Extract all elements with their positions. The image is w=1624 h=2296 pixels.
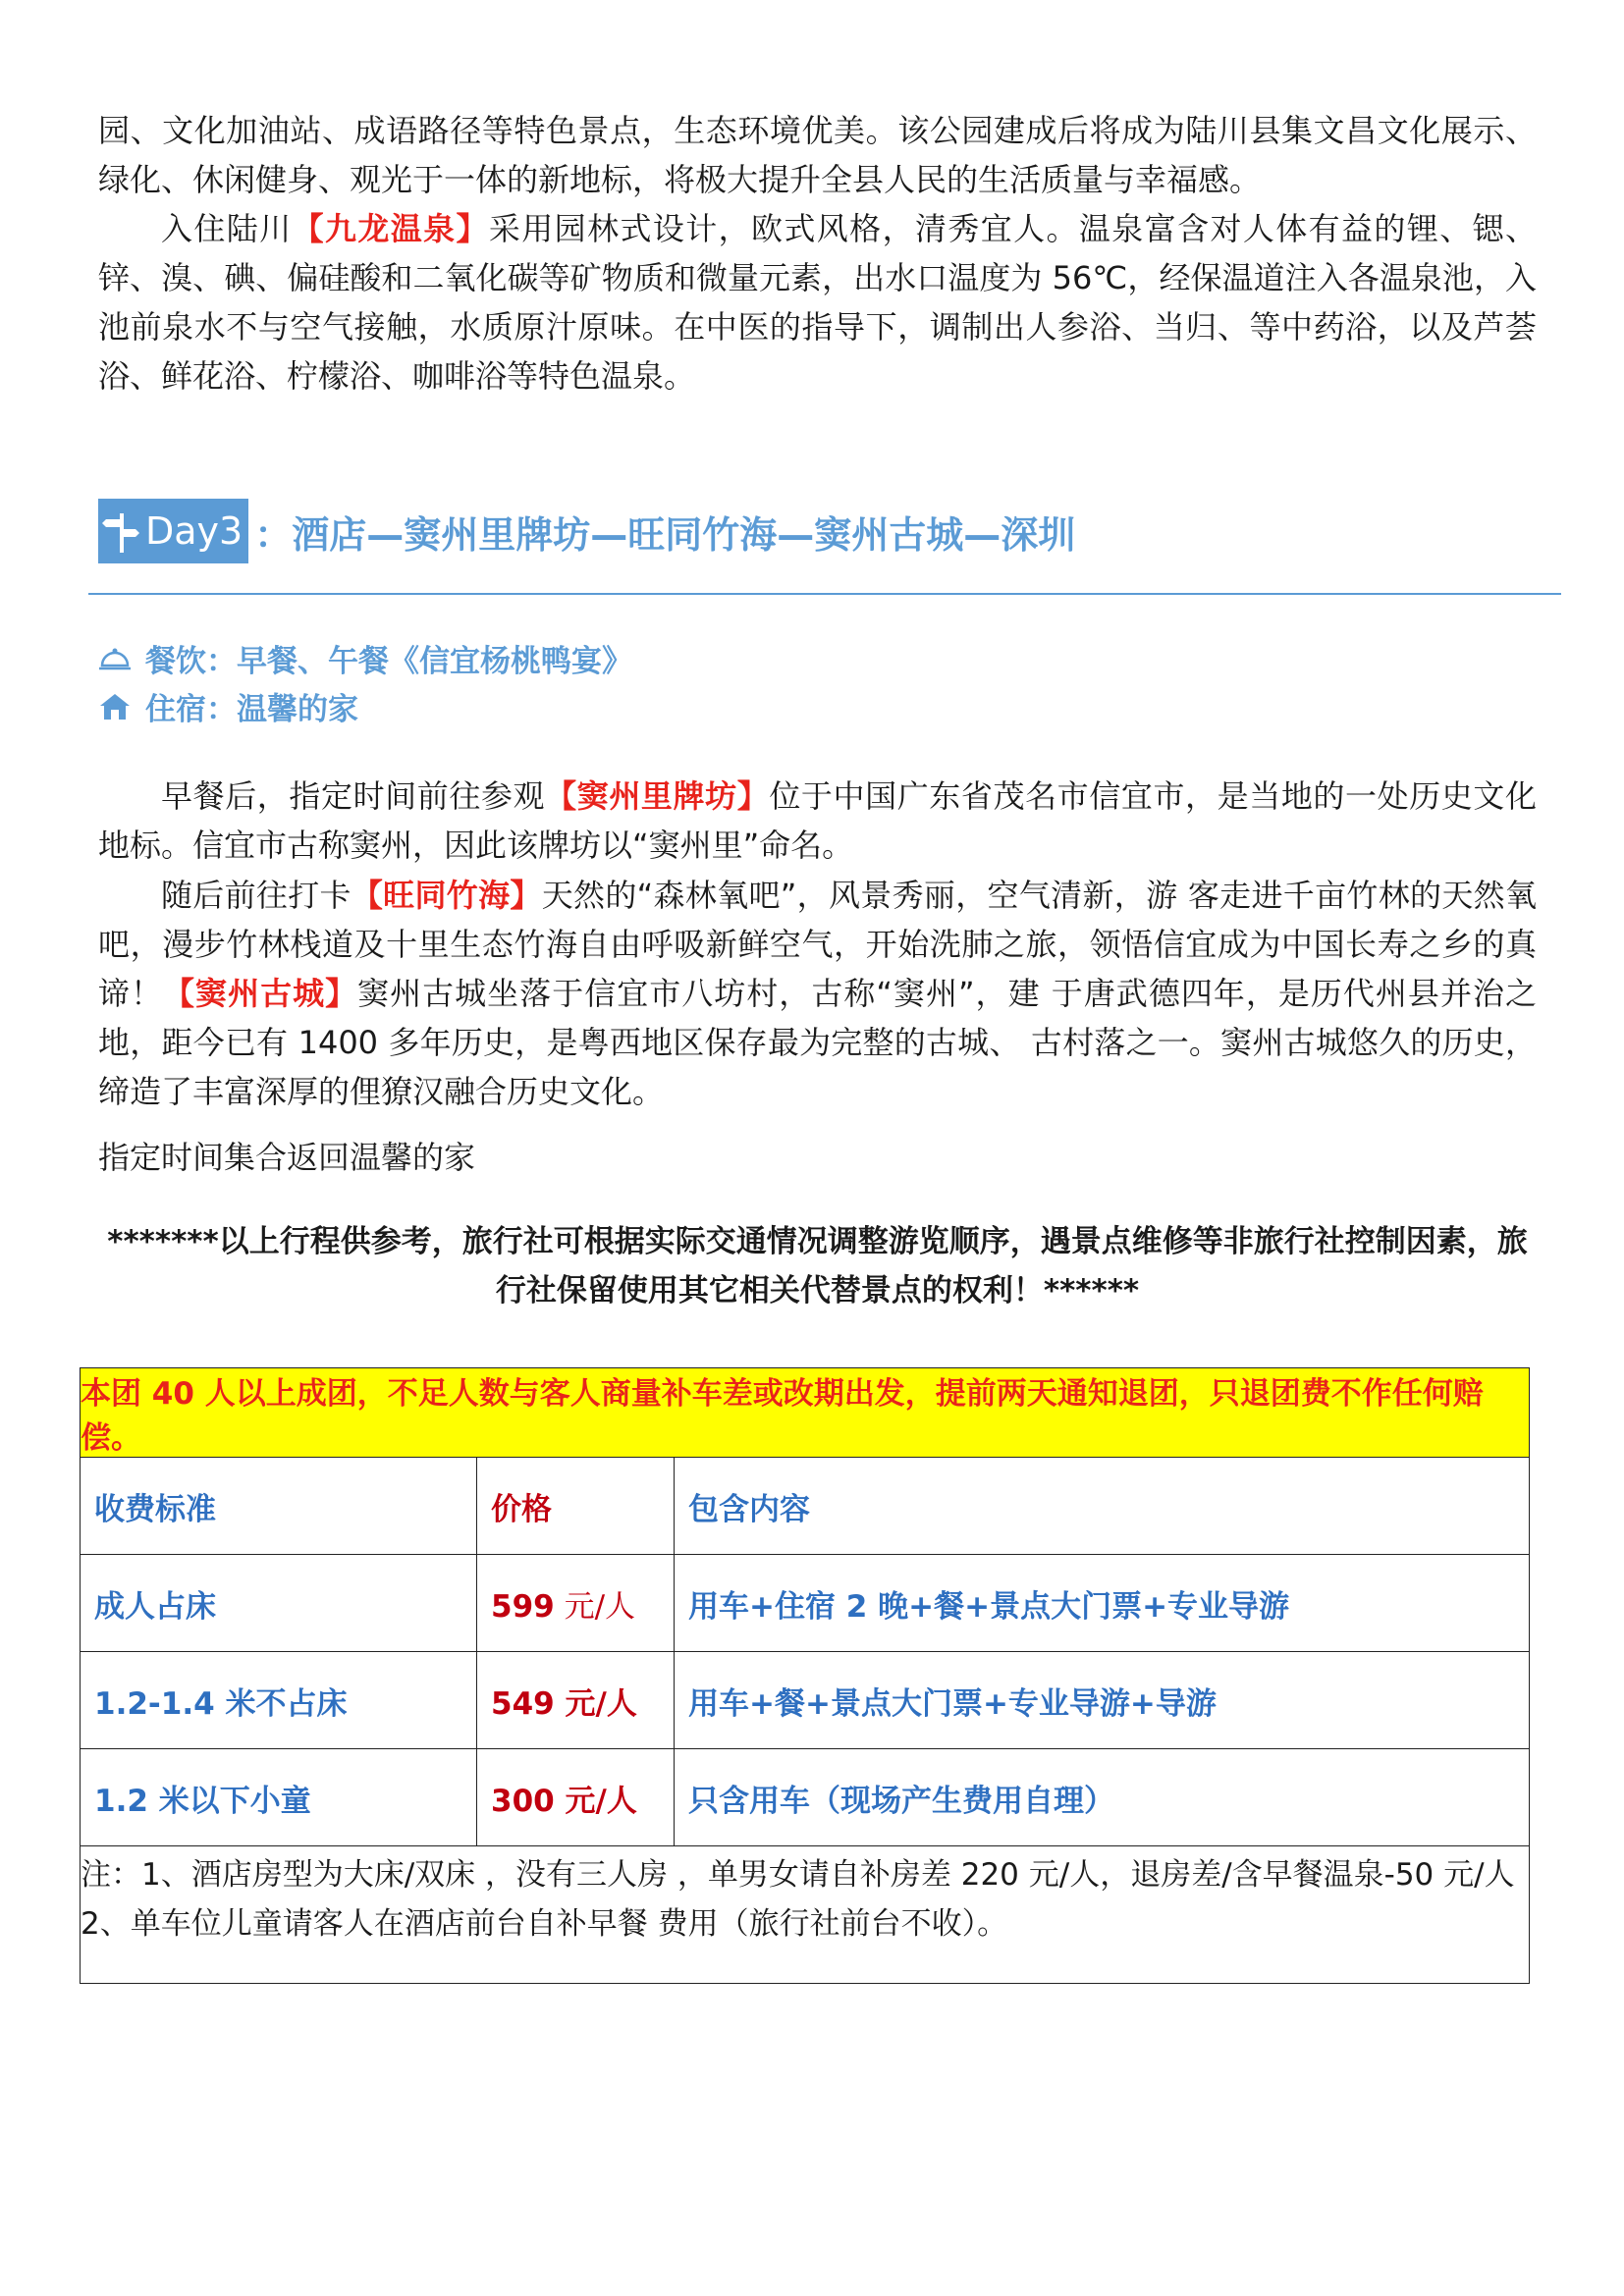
bamboo-highlight: 【旺同竹海】 <box>351 877 542 914</box>
body-paragraph-3: 指定时间集合返回温馨的家 <box>98 1139 476 1176</box>
day-route: ：酒店—窦州里牌坊—旺同竹海—窦州古城—深圳 <box>254 512 1076 557</box>
section-divider <box>88 593 1561 595</box>
day-header <box>98 499 1075 563</box>
archway-highlight: 【窦州里牌坊】 <box>545 777 770 815</box>
body-paragraph-2: 随后前往打卡【旺同竹海】天然的“森林氧吧”，风景秀丽，空气清新，游 客走进千亩竹林的天然氧吧，漫步竹林栈道及十里生态竹海自由呼吸新鲜空气，开始洗肺之旅，领悟信宜成为中国长寿之乡的真谛！【窦州古城】窦州古城坐落于信宜市八坊村，古称“窦州”，建 于唐武德四年，是历代州县并治之地，距今已有 1400 多年历史，是粤西地区保存最为完整的古城、 古村落之一。窦州古城悠久的历史，缔造了丰富深厚的俚獠汉融合历史文化。 <box>98 877 1537 1110</box>
house-icon <box>98 692 132 721</box>
table-header-row <box>81 1458 1530 1555</box>
price-table <box>80 1367 1530 1984</box>
dish-icon <box>98 644 132 673</box>
ancient-city-highlight: 【窦州古城】 <box>163 975 358 1012</box>
meals-line: 餐饮：早餐、午餐《信宜杨桃鸭宴》 <box>98 636 632 680</box>
table-row: 1.2-1.4 米不占床 549 元/人 用车+餐+景点大门票+专业导游+导游 <box>81 1652 1530 1749</box>
header-price: 价格 <box>477 1458 675 1555</box>
table-row: 成人占床 599 元/人 用车+住宿 2 晚+餐+景点大门票+专业导游 <box>81 1555 1530 1652</box>
hotspring-highlight: 【九龙温泉】 <box>292 210 489 247</box>
intro-paragraph-2: 入住陆川【九龙温泉】采用园林式设计，欧式风格，清秀宜人。温泉富含对人体有益的锂、锶、锌、溴、碘、偏硅酸和二氧化碳等矿物质和微量元素，出水口温度为 56℃，经保温道注入各温泉池，入池前泉水不与空气接触，水质原汁原味。在中医的指导下，调制出人参浴、当归、等中药浴，以及芦荟浴、鲜花浴、柠檬浴、咖啡浴等特色温泉。 <box>98 210 1537 395</box>
header-fee-standard: 收费标准 <box>81 1458 477 1555</box>
signpost-icon <box>102 509 141 553</box>
lodging-line: 住宿：温馨的家 <box>98 684 358 728</box>
note-2: 2、单车位儿童请客人在酒店前台自补早餐 费用（旅行社前台不收）。 <box>81 1906 1008 1942</box>
table-notes <box>81 1846 1530 1984</box>
note-1: 注：1、酒店房型为大床/双床 ，没有三人房 ，单男女请自补房差 220 元/人，退房差/含早餐温泉-50 元/人 <box>81 1857 1515 1893</box>
body-paragraph-1: 早餐后，指定时间前往参观【窦州里牌坊】位于中国广东省茂名市信宜市，是当地的一处历史文化地标。信宜市古称窦州，因此该牌坊以“窦州里”命名。 <box>98 777 1537 864</box>
group-size-warning: 本团 40 人以上成团，不足人数与客人商量补车差或改期出发，提前两天通知退团，只退团费不作任何赔偿。 <box>81 1368 1530 1458</box>
day-badge <box>98 499 248 563</box>
table-row: 1.2 米以下小童 300 元/人 只含用车（现场产生费用自理） <box>81 1749 1530 1846</box>
day-label: Day3 <box>145 509 244 553</box>
intro-paragraph-1: 园、文化加油站、成语路径等特色景点，生态环境优美。该公园建成后将成为陆川县集文昌文化展示、绿化、休闲健身、观光于一体的新地标，将极大提升全县人民的生活质量与幸福感。 <box>98 112 1537 198</box>
disclaimer-notice: *******以上行程供参考，旅行社可根据实际交通情况调整游览顺序，遇景点维修等非旅行社控制因素，旅行社保留使用其它相关代替景点的权利！****** <box>107 1224 1528 1308</box>
header-includes: 包含内容 <box>675 1458 1530 1555</box>
